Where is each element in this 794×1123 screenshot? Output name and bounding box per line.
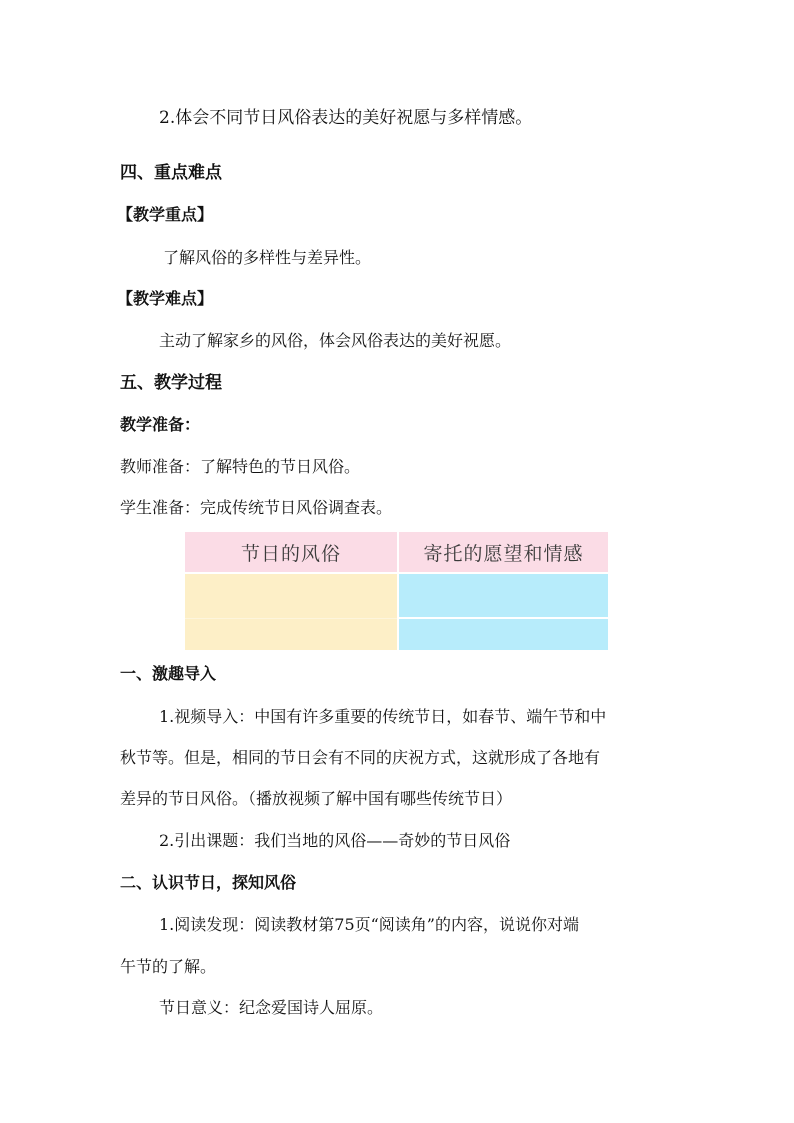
survey-table (185, 532, 608, 650)
section-heading-key-points: 四、重点难点 (120, 163, 222, 183)
survey-table-row (185, 573, 608, 618)
survey-cell-wishes (398, 573, 608, 618)
survey-table-header-row (185, 532, 608, 573)
section-heading-intro: 一、激趣导入 (120, 664, 217, 683)
survey-table-row (185, 618, 608, 650)
objective-item-2: 2.体会不同节日风俗表达的美好祝愿与多样情感。 (159, 108, 533, 128)
intro-paragraph-line-3: 差异的节日风俗。（播放视频了解中国有哪些传统节日） (120, 789, 513, 808)
teaching-focus-text: 了解风俗的多样性与差异性。 (163, 248, 372, 267)
section-heading-process: 五、教学过程 (120, 373, 222, 393)
preparation-label: 教学准备： (120, 415, 201, 434)
intro-topic-paragraph: 2.引出课题：我们当地的风俗——奇妙的节日风俗 (159, 831, 511, 850)
survey-cell-customs (185, 573, 398, 618)
teaching-difficulty-text: 主动了解家乡的风俗，体会风俗表达的美好祝愿。 (159, 331, 512, 350)
intro-paragraph-line-2: 秋节等。但是，相同的节日会有不同的庆祝方式，这就形成了各地有 (120, 748, 601, 767)
teaching-difficulty-label: 【教学难点】 (117, 289, 214, 308)
survey-cell-wishes (398, 618, 608, 650)
intro-paragraph-line-1: 1.视频导入：中国有许多重要的传统节日，如春节、端午节和中 (159, 707, 607, 726)
teaching-focus-label: 【教学重点】 (117, 205, 214, 224)
reading-paragraph-line-2: 午节的了解。 (120, 957, 217, 976)
teacher-preparation: 教师准备：了解特色的节日风俗。 (120, 457, 361, 476)
reading-paragraph-line-1: 1.阅读发现：阅读教材第75页“阅读角”的内容，说说你对端 (159, 915, 579, 934)
section-heading-festivals: 二、认识节日，探知风俗 (120, 873, 297, 892)
survey-header-wishes: 寄托的愿望和情感 (398, 532, 608, 573)
survey-cell-customs (185, 618, 398, 650)
festival-meaning: 节日意义：纪念爱国诗人屈原。 (159, 998, 384, 1017)
survey-header-customs: 节日的风俗 (185, 532, 398, 573)
student-preparation: 学生准备：完成传统节日风俗调查表。 (120, 498, 393, 517)
